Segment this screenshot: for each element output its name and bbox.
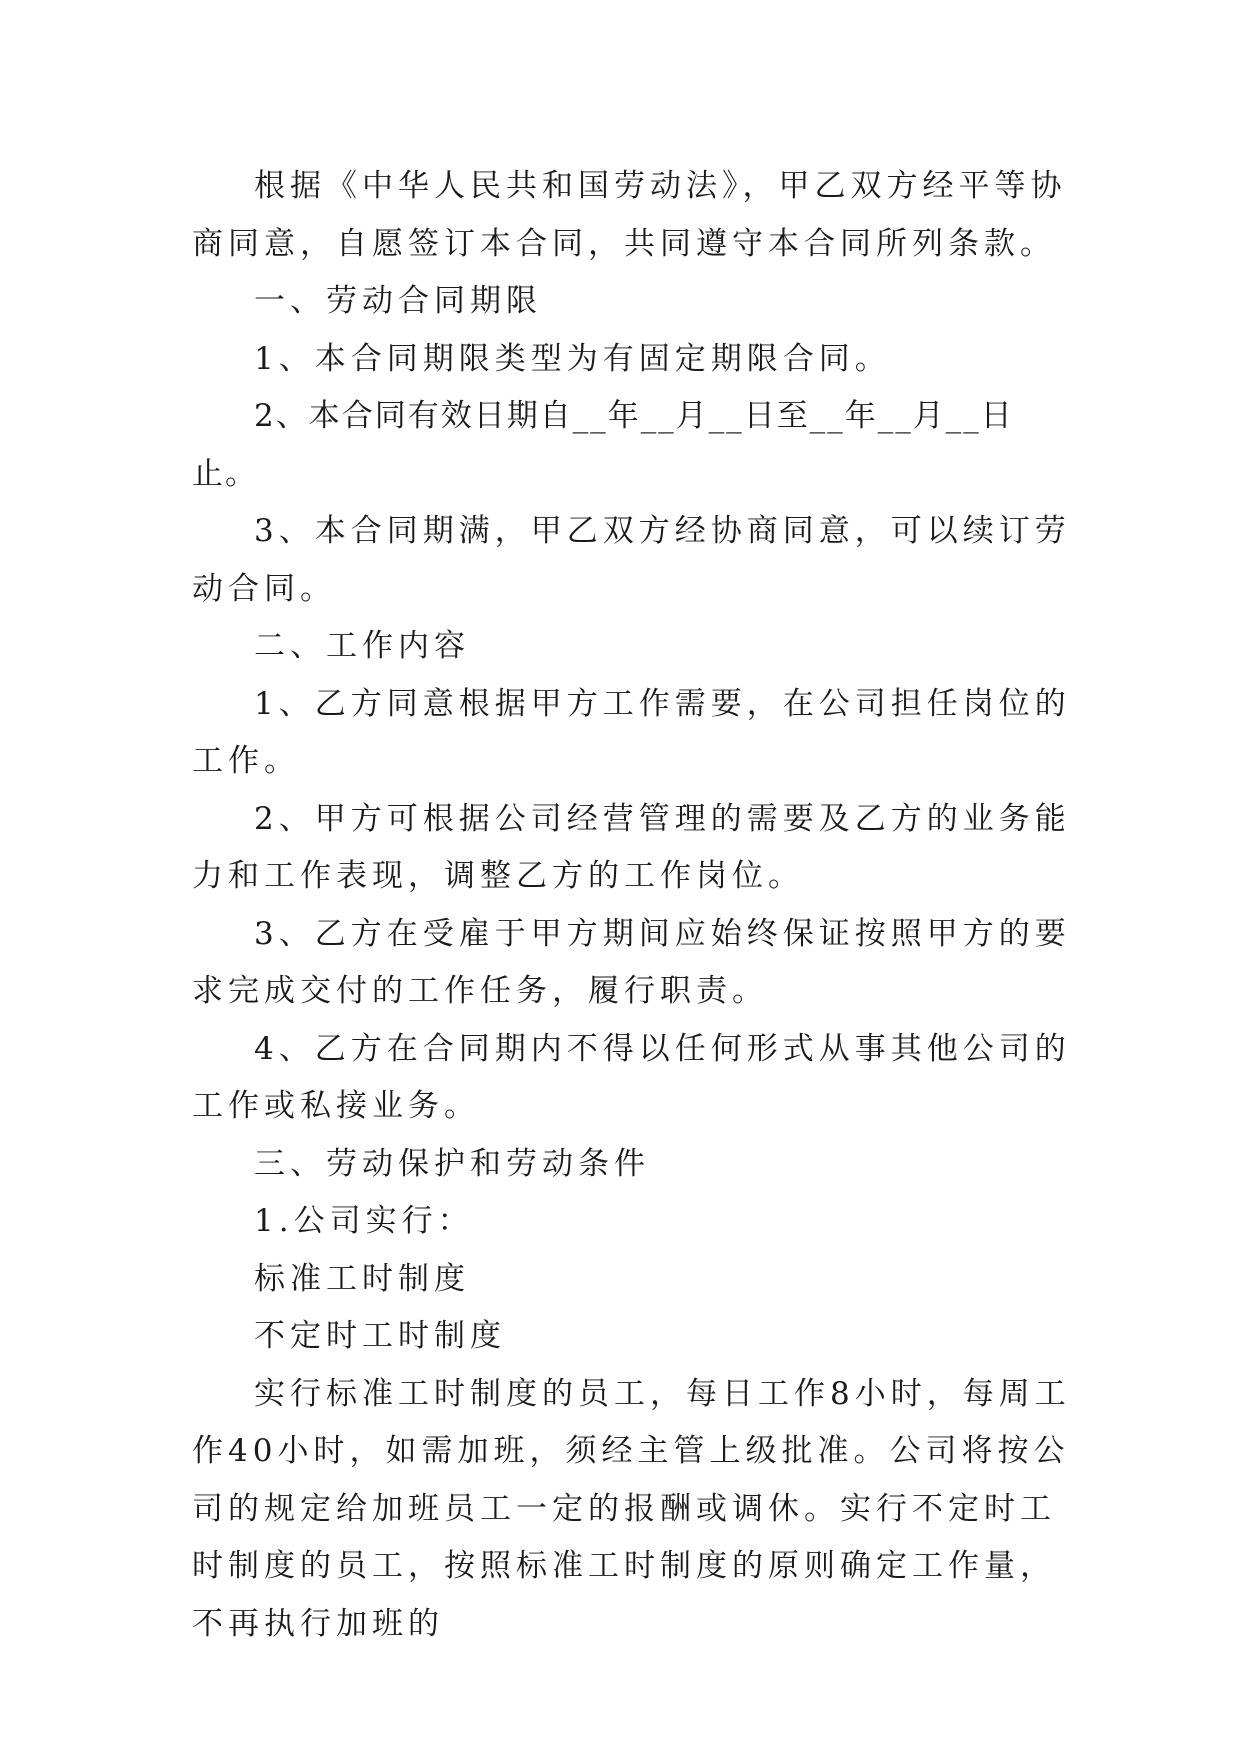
section-heading-term: 一、劳动合同期限 <box>254 283 542 319</box>
contract-body <box>192 158 1072 1653</box>
section-heading-work-content: 二、工作内容 <box>254 628 470 664</box>
section-heading-labor-protection: 三、劳动保护和劳动条件 <box>254 1145 650 1182</box>
clause-term-type: 1、本合同期限类型为有固定期限合同。 <box>254 340 891 377</box>
clause-effective-dates: 2、本合同有效日期自__年__月__日至__年__月__日止。 <box>192 398 1014 492</box>
clause-adjust-position: 2、甲方可根据公司经营管理的需要及乙方的业务能力和工作表现，调整乙方的工作岗位。 <box>192 800 1071 894</box>
intro-paragraph: 根据《中华人民共和国劳动法》，甲乙双方经平等协商同意，自愿签订本合同，共同遵守本合同所列条款。 <box>192 168 1067 262</box>
clause-working-hours-detail: 实行标准工时制度的员工，每日工作8小时，每周工作40小时，如需加班，须经主管上级批准。公司将按公司的规定给加班员工一定的报酬或调休。实行不定时工时制度的员工，按照标准工时制度的原则确定工作量，不再执行加班的 <box>192 1375 1071 1642</box>
option-flexible-hours: 不定时工时制度 <box>254 1318 506 1354</box>
clause-company-implements: 1.公司实行： <box>254 1203 474 1239</box>
option-standard-hours: 标准工时制度 <box>254 1260 470 1297</box>
clause-duties: 3、乙方在受雇于甲方期间应始终保证按照甲方的要求完成交付的工作任务，履行职责。 <box>192 915 1071 1009</box>
clause-position: 1、乙方同意根据甲方工作需要，在公司担任岗位的工作。 <box>192 685 1071 779</box>
clause-renewal: 3、本合同期满，甲乙双方经协商同意，可以续订劳动合同。 <box>192 513 1071 607</box>
clause-no-side-work: 4、乙方在合同期内不得以任何形式从事其他公司的工作或私接业务。 <box>192 1030 1071 1124</box>
